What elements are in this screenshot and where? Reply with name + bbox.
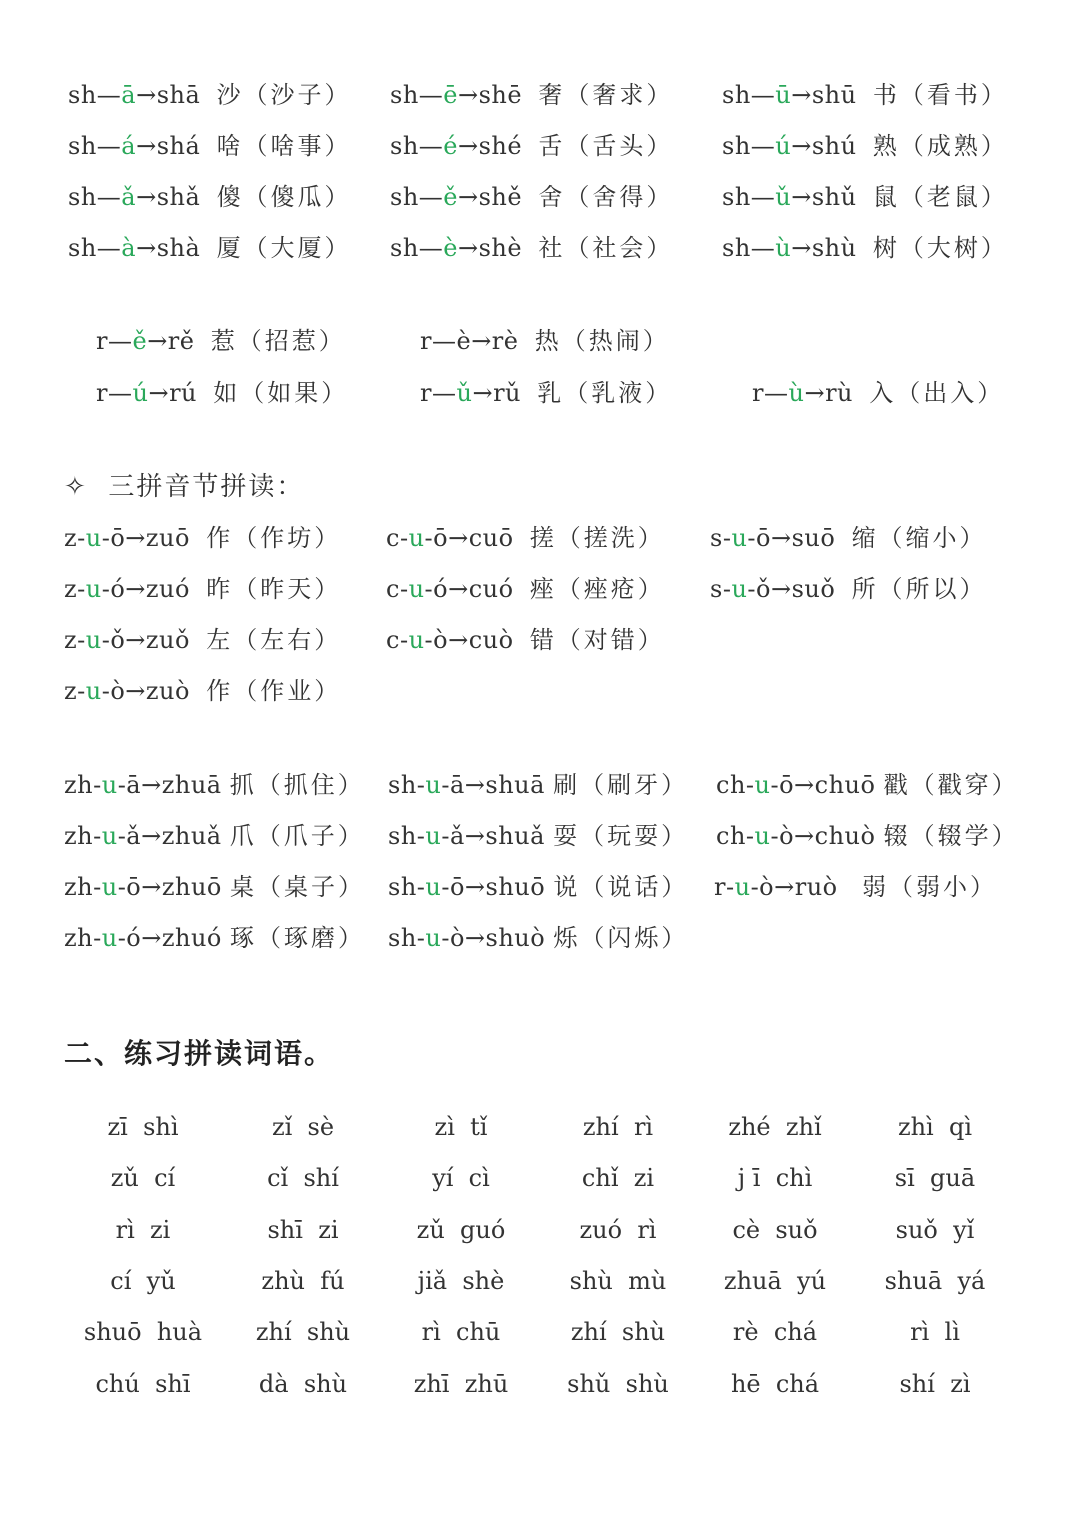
- initial: sh-: [388, 873, 426, 901]
- spell-line-suo3: [710, 574, 987, 604]
- syllable: →shě: [457, 183, 523, 211]
- character-word: 刷（刷牙）: [553, 771, 689, 799]
- word-pinyin: shī zi: [267, 1216, 339, 1244]
- syllable: -ō→zhuō: [117, 873, 222, 901]
- initial: zh-: [64, 924, 102, 952]
- spell-line-chuo1: [716, 770, 1019, 800]
- spell-line-she1: [390, 80, 673, 110]
- vowel-tone: ě: [132, 327, 148, 355]
- medial-u: u: [425, 771, 442, 799]
- syllable: -ò→ruò: [750, 873, 838, 901]
- initial: sh—: [68, 183, 122, 211]
- word-pinyin: cè suǒ: [732, 1216, 818, 1244]
- character-word: 所（所以）: [851, 575, 987, 603]
- word-pinyin: shí zì: [899, 1370, 971, 1398]
- syllable: -ǒ→zuǒ: [101, 626, 190, 654]
- character-word: 缩（缩小）: [851, 524, 987, 552]
- syllable: →shá: [136, 132, 201, 160]
- syllable: →shū: [791, 81, 857, 109]
- section-two-title: 二、练习拼读词语。: [64, 1037, 335, 1070]
- word-pinyin: cí yǔ: [110, 1267, 176, 1295]
- syllable: →rú: [148, 379, 197, 407]
- spell-line-re4: [420, 326, 670, 356]
- medial-u: u: [754, 822, 771, 850]
- initial: sh-: [388, 771, 426, 799]
- word-pinyin: zhuā yú: [723, 1267, 827, 1295]
- character-word: 舌（舌头）: [538, 132, 674, 160]
- spell-line-re3: [96, 326, 346, 356]
- medial-u: u: [731, 575, 748, 603]
- word-pinyin: cǐ shí: [267, 1164, 339, 1192]
- vowel-tone: ù: [775, 234, 792, 262]
- medial-u: u: [85, 626, 102, 654]
- medial-u: u: [425, 924, 442, 952]
- word-pinyin: zhī zhū: [413, 1370, 509, 1398]
- syllable: -ó→zhuó: [117, 924, 222, 952]
- character-word: 昨（昨天）: [206, 575, 342, 603]
- spell-line-shu1: [722, 80, 1008, 110]
- syllable: -ó→cuó: [424, 575, 514, 603]
- vowel-tone: ǎ: [121, 183, 137, 211]
- spell-line-zhua3: [64, 821, 365, 851]
- word-pinyin: yí cì: [432, 1164, 490, 1192]
- initial: c-: [386, 524, 409, 552]
- medial-u: u: [731, 524, 748, 552]
- character-word: 傻（傻瓜）: [216, 183, 352, 211]
- section-three-title: 三拼音节拼读：: [108, 472, 305, 502]
- character-word: 说（说话）: [553, 873, 689, 901]
- syllable: -ǎ→shuǎ: [441, 822, 545, 850]
- word-pinyin: j ī chì: [737, 1164, 813, 1192]
- spell-line-ru4: [752, 378, 1004, 408]
- spell-line-zuo4: [64, 676, 341, 706]
- word-pinyin: zǔ cí: [110, 1164, 176, 1192]
- character-word: 弱（弱小）: [862, 873, 997, 901]
- spell-line-shuo1: [388, 872, 688, 902]
- word-pinyin: jiǎ shè: [417, 1267, 505, 1295]
- character-word: 鼠（老鼠）: [872, 183, 1008, 211]
- word-pinyin: zuó rì: [579, 1216, 657, 1244]
- syllable: -ò→shuò: [441, 924, 546, 952]
- section-three-heading: [64, 471, 304, 503]
- initial: sh-: [388, 822, 426, 850]
- initial: z-: [64, 575, 86, 603]
- initial: sh—: [390, 81, 444, 109]
- vowel-tone: ú: [775, 132, 792, 160]
- vowel-tone: ú: [132, 379, 149, 407]
- character-word: 爪（爪子）: [229, 822, 365, 850]
- character-word: 痤（痤疮）: [529, 575, 665, 603]
- initial: sh—: [68, 234, 122, 262]
- character-word: 如（如果）: [213, 379, 349, 407]
- sparkle-icon: ✧: [64, 472, 88, 502]
- character-word: 树（大树）: [872, 234, 1008, 262]
- word-pinyin: zì tǐ: [434, 1113, 488, 1141]
- word-pinyin: zī shì: [107, 1113, 179, 1141]
- character-word: 沙（沙子）: [216, 81, 352, 109]
- spell-line-sha4: [68, 233, 352, 263]
- character-word: 抓（抓住）: [229, 771, 365, 799]
- word-pinyin: shǔ shù: [567, 1370, 669, 1398]
- syllable: -ǎ→zhuǎ: [117, 822, 222, 850]
- character-word: 社（社会）: [538, 234, 674, 262]
- initial: sh—: [68, 132, 122, 160]
- spell-line-zhua1: [64, 770, 365, 800]
- syllable: →shè: [457, 234, 523, 262]
- syllable: →shǎ: [136, 183, 201, 211]
- character-word: 耍（玩耍）: [553, 822, 689, 850]
- spell-line-suo1: [710, 523, 987, 553]
- word-pinyin: zǐ sè: [271, 1113, 335, 1141]
- syllable: -ó→zuó: [101, 575, 190, 603]
- spell-line-cuo2: [386, 574, 665, 604]
- character-word: 熟（成熟）: [872, 132, 1008, 160]
- initial: zh-: [64, 771, 102, 799]
- spell-line-shua1: [388, 770, 688, 800]
- syllable: →rǔ: [472, 379, 521, 407]
- syllable: -ò→cuò: [424, 626, 514, 654]
- initial: sh—: [722, 132, 776, 160]
- vowel-tone: ù: [788, 379, 805, 407]
- medial-u: u: [408, 524, 425, 552]
- syllable: -ō→zuō: [101, 524, 190, 552]
- syllable: →shā: [136, 81, 201, 109]
- vowel-tone: ē: [443, 81, 458, 109]
- word-pinyin: chú shī: [95, 1370, 191, 1398]
- medial-u: u: [408, 626, 425, 654]
- word-pinyin: dà shù: [258, 1370, 348, 1398]
- syllable: -ò→chuò: [770, 822, 876, 850]
- syllable: -ō→chuō: [770, 771, 876, 799]
- initial: z-: [64, 626, 86, 654]
- word-pinyin: suǒ yǐ: [895, 1216, 975, 1244]
- initial: sh—: [390, 183, 444, 211]
- medial-u: u: [85, 575, 102, 603]
- medial-u: u: [754, 771, 771, 799]
- spell-line-ruo4: [714, 872, 997, 902]
- medial-u: u: [85, 524, 102, 552]
- character-word: 啥（啥事）: [216, 132, 352, 160]
- character-word: 搓（搓洗）: [529, 524, 665, 552]
- syllable: -ō→cuō: [424, 524, 514, 552]
- spell-line-she2: [390, 131, 673, 161]
- spell-line-zhuo1: [64, 872, 365, 902]
- spell-line-sha3: [68, 182, 352, 212]
- spell-line-ru2: [96, 378, 348, 408]
- character-word: 舍（舍得）: [538, 183, 674, 211]
- character-word: 惹（招惹）: [210, 327, 346, 355]
- spell-line-she4: [390, 233, 673, 263]
- word-pinyin: rè chá: [732, 1318, 818, 1346]
- syllable: →rù: [804, 379, 853, 407]
- character-word: 琢（琢磨）: [230, 924, 366, 952]
- spell-line-zuo3: [64, 625, 341, 655]
- syllable: →shà: [136, 234, 201, 262]
- vowel-tone: é: [443, 132, 458, 160]
- syllable: →rě: [147, 327, 195, 355]
- spell-line-shu2: [722, 131, 1008, 161]
- syllable: →shé: [457, 132, 523, 160]
- vowel-tone: ǔ: [775, 183, 792, 211]
- syllable: -ǒ→suǒ: [747, 575, 836, 603]
- word-pinyin: zhí shù: [570, 1318, 666, 1346]
- syllable: -ā→shuā: [441, 771, 545, 799]
- initial: sh—: [722, 234, 776, 262]
- spell-line-cuo1: [386, 523, 665, 553]
- character-word: 书（看书）: [872, 81, 1008, 109]
- syllable: -ō→shuō: [441, 873, 546, 901]
- character-word: 桌（桌子）: [230, 873, 366, 901]
- initial: r-: [714, 873, 735, 901]
- initial: r—: [96, 327, 133, 355]
- medial-u: u: [101, 771, 118, 799]
- character-word: 作（作业）: [206, 677, 342, 705]
- medial-u: u: [408, 575, 425, 603]
- vowel-tone: è: [456, 327, 472, 355]
- spell-line-she3: [390, 182, 673, 212]
- syllable: →shē: [457, 81, 523, 109]
- initial: c-: [386, 575, 409, 603]
- word-pinyin: chǐ zi: [581, 1164, 655, 1192]
- initial: z-: [64, 524, 86, 552]
- initial: ch-: [716, 822, 755, 850]
- initial: ch-: [716, 771, 755, 799]
- syllable: →shú: [791, 132, 857, 160]
- word-pinyin: zhì qì: [897, 1113, 973, 1141]
- medial-u: u: [101, 822, 118, 850]
- vowel-tone: à: [121, 234, 137, 262]
- character-word: 乳（乳液）: [537, 379, 673, 407]
- medial-u: u: [425, 873, 442, 901]
- initial: sh—: [390, 234, 444, 262]
- character-word: 错（对错）: [529, 626, 665, 654]
- character-word: 作（作坊）: [206, 524, 342, 552]
- syllable: →shù: [791, 234, 857, 262]
- spell-line-shu4: [722, 233, 1008, 263]
- spell-line-sha1: [68, 80, 352, 110]
- syllable: -ò→zuò: [101, 677, 190, 705]
- vowel-tone: ǔ: [456, 379, 473, 407]
- spell-line-sha2: [68, 131, 352, 161]
- vowel-tone: ě: [443, 183, 458, 211]
- vowel-tone: ā: [121, 81, 137, 109]
- character-word: 左（左右）: [206, 626, 342, 654]
- word-pinyin: rì chū: [421, 1318, 501, 1346]
- medial-u: u: [101, 924, 118, 952]
- character-word: 厦（大厦）: [216, 234, 352, 262]
- character-word: 奢（奢求）: [538, 81, 674, 109]
- syllable: -ō→suō: [747, 524, 836, 552]
- character-word: 热（热闹）: [534, 327, 670, 355]
- character-word: 戳（戳穿）: [883, 771, 1019, 799]
- initial: z-: [64, 677, 86, 705]
- spell-line-shu3: [722, 182, 1008, 212]
- word-pinyin: zhí shù: [255, 1318, 351, 1346]
- initial: s-: [710, 524, 732, 552]
- word-pinyin: zhé zhǐ: [728, 1113, 822, 1141]
- medial-u: u: [101, 873, 118, 901]
- spell-line-shua3: [388, 821, 688, 851]
- word-pinyin: zhù fú: [261, 1267, 345, 1295]
- word-pinyin: rì zi: [115, 1216, 171, 1244]
- medial-u: u: [425, 822, 442, 850]
- spell-line-chuo4: [716, 821, 1019, 851]
- word-pinyin: zhí rì: [582, 1113, 654, 1141]
- word-pinyin: rì lì: [910, 1318, 960, 1346]
- initial: r—: [420, 327, 457, 355]
- initial: r—: [420, 379, 457, 407]
- character-word: 入（出入）: [869, 379, 1005, 407]
- spell-line-ru3: [420, 378, 672, 408]
- initial: sh—: [68, 81, 122, 109]
- vowel-tone: è: [443, 234, 458, 262]
- character-word: 烁（闪烁）: [553, 924, 689, 952]
- syllable: →rè: [471, 327, 519, 355]
- initial: sh-: [388, 924, 426, 952]
- spell-line-zuo1: [64, 523, 341, 553]
- character-word: 辍（辍学）: [883, 822, 1019, 850]
- initial: c-: [386, 626, 409, 654]
- spell-line-zhuo2: [64, 923, 365, 953]
- initial: r—: [96, 379, 133, 407]
- vowel-tone: ū: [775, 81, 792, 109]
- word-pinyin: sī guā: [894, 1164, 976, 1192]
- vowel-tone: á: [121, 132, 137, 160]
- word-pinyin: hē chá: [730, 1370, 820, 1398]
- initial: s-: [710, 575, 732, 603]
- word-pinyin: zǔ guó: [416, 1216, 506, 1244]
- medial-u: u: [734, 873, 751, 901]
- word-pinyin: shuō huà: [83, 1318, 203, 1346]
- word-pinyin: shù mù: [569, 1267, 667, 1295]
- medial-u: u: [85, 677, 102, 705]
- spell-line-cuo4: [386, 625, 665, 655]
- syllable: -ā→zhuā: [117, 771, 222, 799]
- initial: zh-: [64, 873, 102, 901]
- initial: r—: [752, 379, 789, 407]
- initial: sh—: [390, 132, 444, 160]
- spell-line-zuo2: [64, 574, 341, 604]
- initial: sh—: [722, 183, 776, 211]
- word-pinyin: shuā yá: [884, 1267, 986, 1295]
- syllable: →shǔ: [791, 183, 857, 211]
- spell-line-shuo4: [388, 923, 688, 953]
- initial: zh-: [64, 822, 102, 850]
- initial: sh—: [722, 81, 776, 109]
